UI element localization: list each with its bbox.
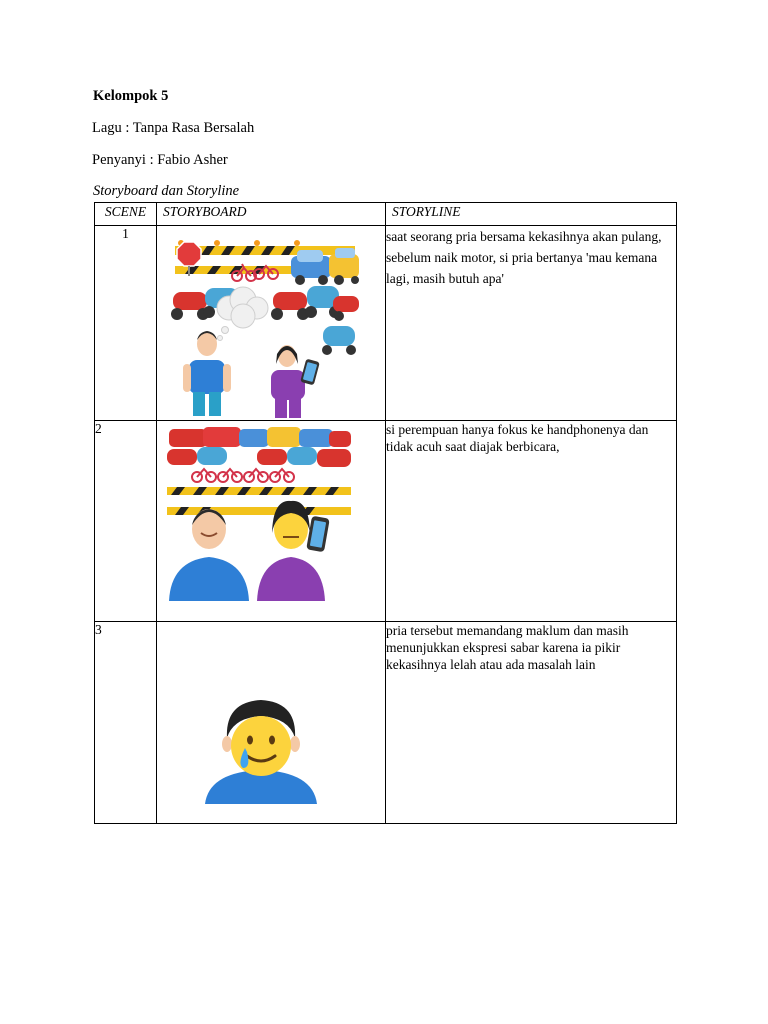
header-storyboard: STORYBOARD: [157, 203, 386, 226]
traffic-barrier: [167, 487, 351, 515]
header-scene: SCENE: [95, 203, 157, 226]
woman-figure: [271, 345, 320, 418]
bicycles-icon: [192, 469, 294, 482]
scene-1-illustration: [157, 226, 386, 420]
table-header-row: [95, 203, 677, 226]
woman-figure: [257, 501, 330, 601]
storyline-cell: si perempuan hanya fokus ke handphonenya dan tidak acuh saat diajak berbicara,: [386, 421, 677, 622]
cars-icon: [169, 427, 351, 447]
table-row: [95, 421, 677, 622]
storyline-cell: saat seorang pria bersama kekasihnya akan pulang, sebelum naik motor, si pria bertanya 'mau kemana lagi, masih butuh apa': [386, 226, 677, 421]
scene-3-illustration: [157, 622, 386, 823]
storyboard-cell: [157, 226, 386, 421]
smiling-face-with-tear-icon: [231, 716, 291, 776]
storyboard-table: [94, 202, 677, 824]
table-row: [95, 622, 677, 824]
table-caption: Storyboard dan Storyline: [93, 183, 240, 199]
scene-2-illustration: [157, 421, 386, 621]
document-title: Kelompok 5: [93, 88, 169, 104]
scene-number: 3: [95, 622, 157, 824]
table-row: [95, 226, 677, 421]
scooters-icon: [167, 447, 351, 467]
storyboard-cell: [157, 622, 386, 824]
scene-number: 1: [95, 226, 157, 421]
header-storyline: STORYLINE: [386, 203, 677, 226]
man-figure: [183, 331, 231, 416]
scene-number: 2: [95, 421, 157, 622]
singer-line: Penyanyi : Fabio Asher: [92, 152, 228, 168]
man-figure: [169, 509, 249, 601]
storyboard-cell: [157, 421, 386, 622]
song-line: Lagu : Tanpa Rasa Bersalah: [92, 120, 255, 136]
storyline-cell: pria tersebut memandang maklum dan masih menunjukkan ekspresi sabar karena ia pikir kekasihnya lelah atau ada masalah lain: [386, 622, 677, 824]
